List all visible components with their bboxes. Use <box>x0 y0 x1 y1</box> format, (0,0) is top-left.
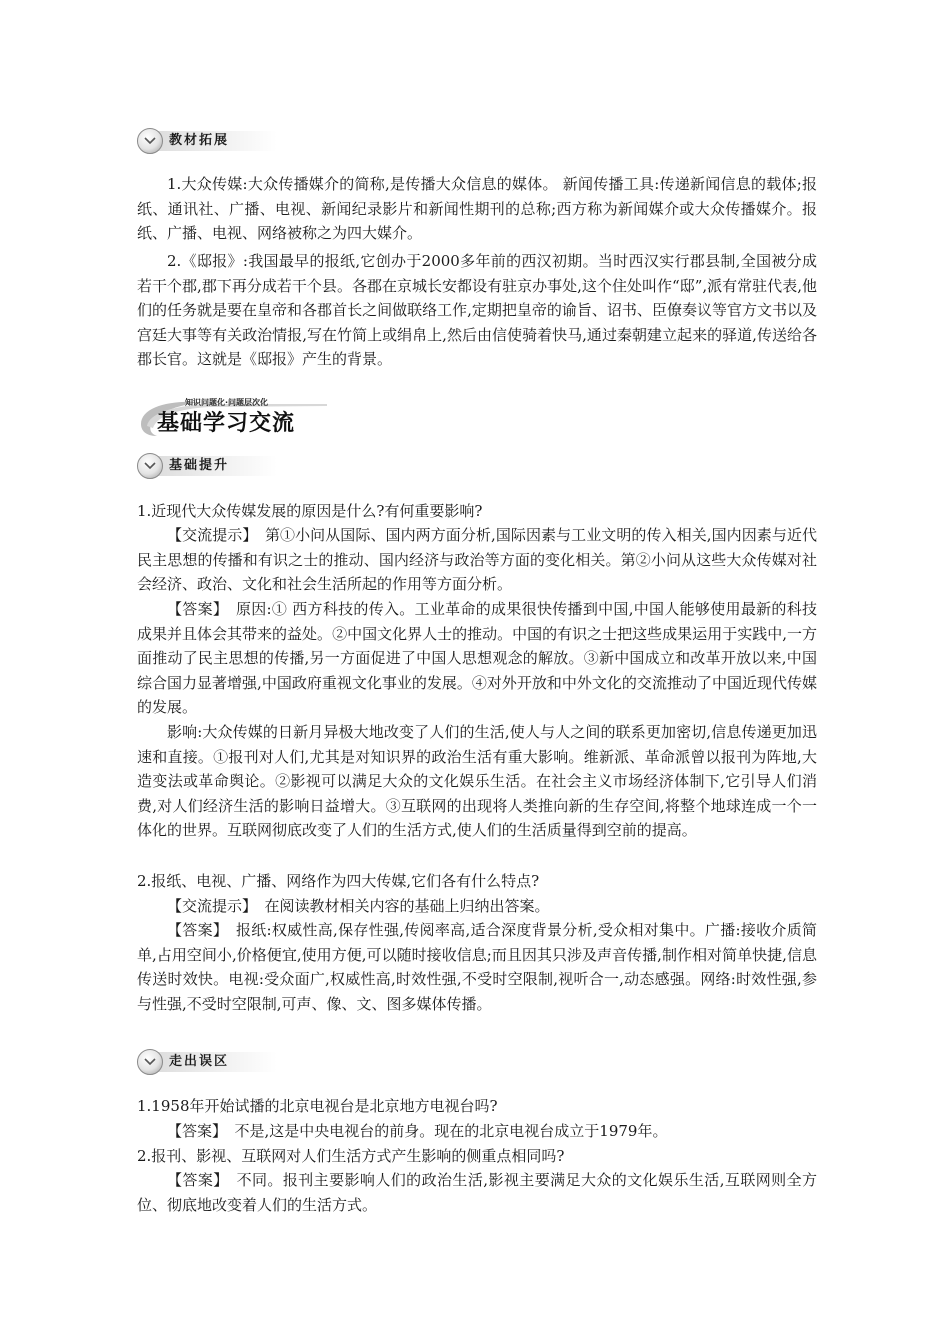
misconception-question-2: 2.报刊、影视、互联网对人们生活方式产生影响的侧重点相同吗? <box>137 1147 565 1165</box>
extension-paragraph-1: 1.大众传媒:大众传播媒介的简称,是传播大众信息的媒体。 新闻传播工具:传递新闻信息的载体;报纸、通讯社、广播、电视、新闻纪录影片和新闻性期刊的总称;西方称为新闻媒介或大众传播媒介。报纸、广播、电视、网络被称之为四大媒介。 <box>137 175 817 242</box>
chevron-circle-icon <box>137 1049 163 1075</box>
basic-q1-effect: 影响:大众传媒的日新月异极大地改变了人们的生活,使人与人之间的联系更加密切,信息传递更加迅速和直接。①报刊对人们,尤其是对知识界的政治生活有重大影响。维新派、革命派曾以报刊为阵地,大造变法或革命舆论。②影视可以满足大众的文化娱乐生活。在社会主义市场经济体制下,它引导人们消费,对人们经济生活的影响日益增大。③互联网的出现将人类推向新的生存空间,将整个地球连成一个一体化的世界。互联网彻底改变了人们的生活方式,使人们的生活质量得到空前的提高。 <box>137 723 817 839</box>
chevron-circle-icon <box>137 453 163 479</box>
banner-label: 基础提升 <box>169 458 230 473</box>
misconception-q1-answer: 【答案】 不是,这是中央电视台的前身。现在的北京电视台成立于1979年。 <box>167 1122 668 1140</box>
section-tagline: 知识问题化·问题层次化 <box>185 398 269 407</box>
banner-label: 走出误区 <box>169 1054 230 1069</box>
banner-label: 教材拓展 <box>169 133 230 148</box>
basic-q2-answer: 【答案】 报纸:权威性高,保存性强,传阅率高,适合深度背景分析,受众相对集中。广播:接收介质简单,占用空间小,价格便宜,使用方便,可以随时接收信息;而且因其只涉及声音传播,制作相对简单快捷,信息传送时效快。电视:受众面广,权威性高,时效性强,不受时空限制,视听合一,动态感强。网络:时效性强,参与性强,不受时空限制,可声、像、文、图多媒体传播。 <box>137 921 817 1013</box>
basic-question-2: 2.报纸、电视、广播、网络作为四大传媒,它们各有什么特点? <box>137 872 540 890</box>
basic-question-1: 1.近现代大众传媒发展的原因是什么?有何重要影响? <box>137 502 483 520</box>
basic-q1-answer: 【答案】 原因:① 西方科技的传入。工业革命的成果很快传播到中国,中国人能够使用最新的科技成果并且体会其带来的益处。②中国文化界人士的推动。中国的有识之士把这些成果运用于实践中,一方面推动了民主思想的传播,另一方面促进了中国人思想观念的解放。③新中国成立和改革开放以来,中国综合国力显著增强,中国政府重视文化事业的发展。④对外开放和中外文化的交流推动了中国近现代传媒的发展。 <box>137 600 817 716</box>
chevron-circle-icon <box>137 128 163 154</box>
banner-basic-improvement <box>137 453 277 479</box>
section-header <box>137 394 337 438</box>
basic-q1-hint: 【交流提示】 第①小问从国际、国内两方面分析,国际因素与工业文明的传入相关,国内因素与近代民主思想的传播和有识之士的推动、国内经济与政治等方面的变化相关。第②小问从这些大众传媒对社会经济、政治、文化和社会生活所起的作用等方面分析。 <box>137 526 817 593</box>
extension-paragraph-2: 2.《邸报》:我国最早的报纸,它创办于2000多年前的西汉初期。当时西汉实行郡县制,全国被分成若干个郡,郡下再分成若干个县。各郡在京城长安都设有驻京办事处,这个住处叫作“邸”,派有常驻代表,他们的任务就是要在皇帝和各郡首长之间做联络工作,定期把皇帝的谕旨、诏书、臣僚奏议等官方文书以及宫廷大事等有关政治情报,写在竹简上或绢帛上,然后由信使骑着快马,通过秦朝建立起来的驿道,传送给各郡长官。这就是《邸报》产生的背景。 <box>137 252 817 368</box>
section-title: 基础学习交流 <box>157 411 296 436</box>
banner-misconceptions <box>137 1049 277 1075</box>
basic-q2-hint: 【交流提示】 在阅读教材相关内容的基础上归纳出答案。 <box>167 897 550 915</box>
misconception-question-1: 1.1958年开始试播的北京电视台是北京地方电视台吗? <box>137 1097 498 1115</box>
banner-textbook-extension <box>137 128 277 154</box>
misconception-q2-answer: 【答案】 不同。报刊主要影响人们的政治生活,影视主要满足大众的文化娱乐生活,互联网则全方位、彻底地改变着人们的生活方式。 <box>137 1171 817 1214</box>
